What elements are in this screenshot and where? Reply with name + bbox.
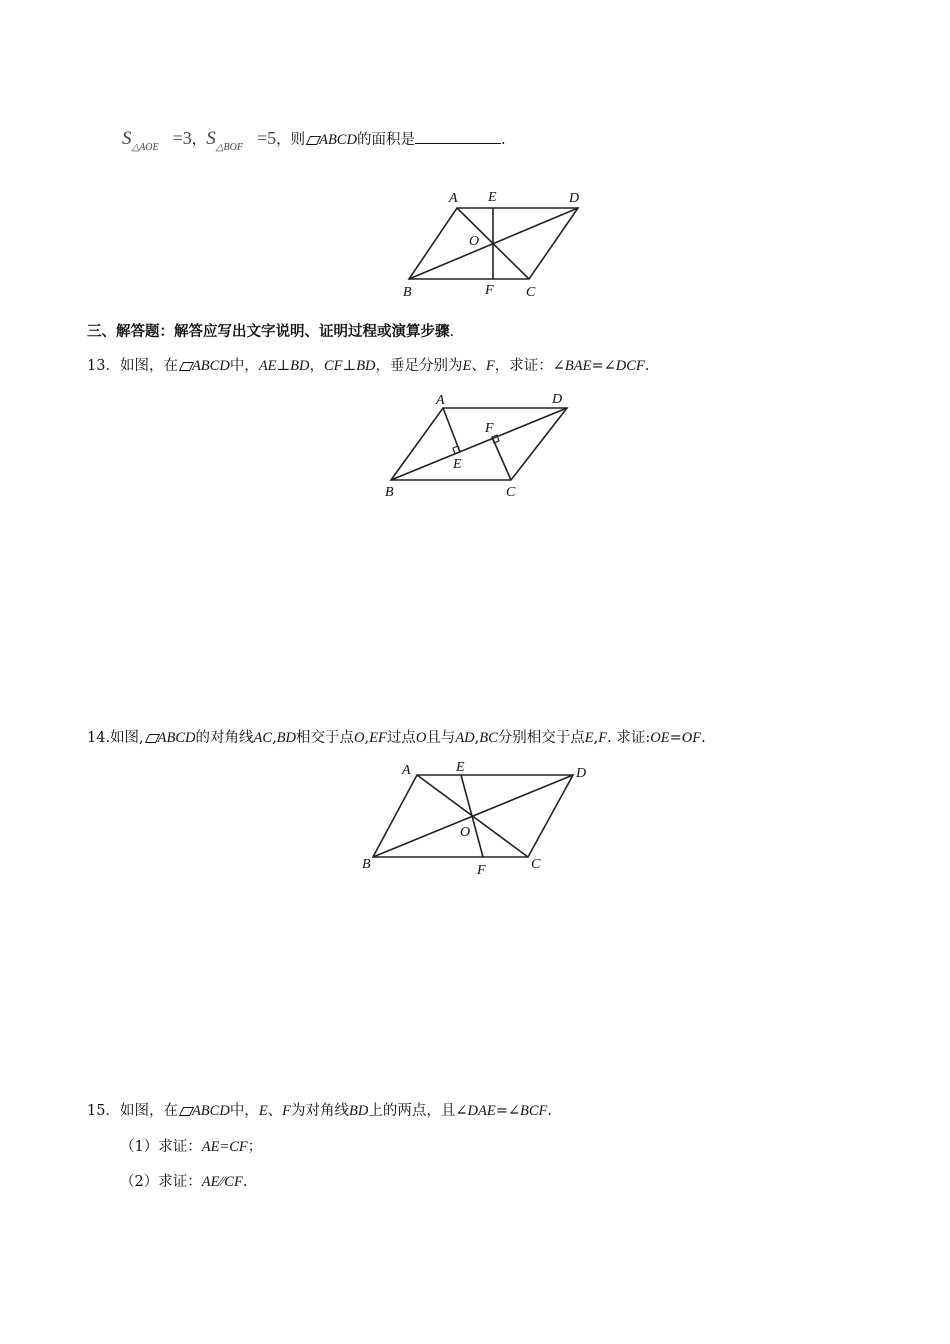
q14-number: 14. xyxy=(87,730,111,746)
q13-point-f: F xyxy=(485,358,495,374)
label-c: C xyxy=(531,857,541,872)
q14-figure xyxy=(355,755,595,880)
q15-text: 上的两点，且∠ xyxy=(368,1103,468,1119)
q12-text-post: 的面积是 xyxy=(356,132,415,148)
label-c: C xyxy=(526,285,536,300)
q13-seg-ae: AE xyxy=(258,358,277,374)
q14-seg-bd: BD xyxy=(276,730,297,746)
q12-end: . xyxy=(500,132,506,148)
q15-text: 为对角线 xyxy=(291,1103,350,1119)
q14-text: = xyxy=(669,730,682,746)
area-value-aoe: =3 xyxy=(172,128,192,148)
area-subscript-aoe: △AOE xyxy=(131,142,159,153)
q14-point-o: O xyxy=(415,730,427,746)
q13-text: 、 xyxy=(471,358,486,374)
q13-stem xyxy=(87,356,649,376)
right-angle-mark-e xyxy=(453,446,460,454)
q15-figure-name: ABCD xyxy=(191,1103,230,1119)
parallelogram-icon xyxy=(180,1107,191,1115)
q13-text: ，求证：∠ xyxy=(494,358,565,374)
q14-seg-bc: BC xyxy=(479,730,498,746)
q15-point-f: F xyxy=(282,1103,292,1119)
label-a: A xyxy=(402,763,411,778)
q13-number: 13． xyxy=(87,358,120,374)
label-b: B xyxy=(385,485,394,500)
parallelogram-icon xyxy=(307,136,318,144)
parallelogram-icon xyxy=(146,734,157,742)
separator: ， xyxy=(191,132,207,148)
label-e: E xyxy=(453,457,462,472)
q15-text: =∠ xyxy=(495,1103,521,1119)
section-3-title xyxy=(87,322,454,342)
q14-stem xyxy=(87,728,706,748)
section-3-text: 三、解答题：解答应写出文字说明、证明过程或演算步骤 xyxy=(87,323,450,340)
label-f: F xyxy=(485,421,494,436)
q15-seg-bd: BD xyxy=(349,1103,369,1119)
q15-angle-bcf: BCF xyxy=(520,1103,548,1119)
area-value-bof: =5 xyxy=(256,128,277,148)
label-a: A xyxy=(436,393,445,408)
label-e: E xyxy=(488,190,497,205)
q14-text: 相交于点 xyxy=(296,730,355,746)
q13-seg-bd: BD xyxy=(290,358,310,374)
q15-text: 如图，在 xyxy=(119,1103,178,1119)
q13-point-e: E xyxy=(462,358,472,374)
q14-text: , xyxy=(364,730,370,746)
q15-part-2-end: . xyxy=(242,1174,248,1190)
answer-blank xyxy=(415,129,501,144)
area-symbol-s: S xyxy=(122,128,132,149)
q14-text: 过点 xyxy=(386,730,416,746)
q15-part-2 xyxy=(120,1172,247,1192)
label-b: B xyxy=(362,857,371,872)
q15-part-2-label: （2）求证： xyxy=(120,1174,202,1190)
q13-seg-bd: BD xyxy=(356,358,376,374)
label-e: E xyxy=(456,760,465,775)
q12-text-pre: ，则 xyxy=(276,132,306,148)
q14-seg-oe: OE xyxy=(650,730,670,746)
q13-angle-dcf: DCF xyxy=(615,358,645,374)
q13-angle-bae: BAE xyxy=(564,358,592,374)
segment-cf xyxy=(492,437,511,480)
q12-area-line xyxy=(122,128,506,152)
area-symbol-s: S xyxy=(206,128,216,149)
q13-end: . xyxy=(644,358,650,374)
q14-seg-ac: AC xyxy=(253,730,273,746)
right-angle-mark-f xyxy=(492,435,499,443)
q13-text: =∠ xyxy=(591,358,616,374)
q14-text: , xyxy=(272,730,277,746)
q14-end: . xyxy=(701,730,706,746)
q13-seg-cf: CF xyxy=(324,358,343,374)
label-d: D xyxy=(569,191,580,206)
label-b: B xyxy=(403,285,412,300)
q14-point-f: F xyxy=(598,730,608,746)
q13-text: ，垂足分别为 xyxy=(375,358,463,374)
segment-ef xyxy=(461,775,483,857)
q13-text: 中， xyxy=(229,358,259,374)
q14-text: , xyxy=(474,730,480,746)
q15-number: 15． xyxy=(87,1103,120,1119)
q15-part-1 xyxy=(120,1137,262,1157)
diagonal-bd xyxy=(373,775,573,857)
label-d: D xyxy=(552,392,563,407)
label-d: D xyxy=(576,766,587,781)
q15-text: 中， xyxy=(229,1103,259,1119)
section-3-end: . xyxy=(449,324,455,340)
q15-text: 、 xyxy=(267,1103,283,1119)
perp-symbol: ⊥ xyxy=(276,358,291,374)
q15-stem xyxy=(87,1101,552,1121)
label-c: C xyxy=(506,485,516,500)
q13-figure xyxy=(380,386,580,502)
label-f: F xyxy=(485,283,494,298)
q12-figure xyxy=(395,184,595,302)
q12-figure-name: ABCD xyxy=(319,132,357,148)
q14-text: 分别相交于点 xyxy=(497,730,585,746)
q14-text: , xyxy=(593,730,599,746)
q14-figure-name: ABCD xyxy=(157,730,196,746)
parallelogram-icon xyxy=(180,362,191,370)
q14-text: 且与 xyxy=(426,730,456,746)
area-subscript-bof: △BOF xyxy=(215,142,243,153)
q15-part-1-expr: AE=CF xyxy=(201,1139,248,1155)
q13-text: 如图，在 xyxy=(119,358,178,374)
perp-symbol: ⊥ xyxy=(342,358,357,374)
q15-part-2-expr: AE∕∕CF xyxy=(201,1174,243,1190)
q14-seg-of: OF xyxy=(681,730,702,746)
q15-end: . xyxy=(547,1103,553,1119)
q14-text: 的对角线 xyxy=(195,730,254,746)
q14-text: . 求证: xyxy=(607,730,651,746)
q14-seg-ad: AD xyxy=(455,730,475,746)
q13-figure-name: ABCD xyxy=(191,358,230,374)
q15-part-1-label: （1）求证： xyxy=(120,1139,202,1155)
label-a: A xyxy=(449,191,458,206)
q13-text: ， xyxy=(309,358,325,374)
q14-point-e: E xyxy=(584,730,594,746)
q15-part-1-end: ； xyxy=(247,1139,263,1155)
label-o: O xyxy=(469,234,480,249)
label-f: F xyxy=(477,863,486,878)
label-o: O xyxy=(460,825,471,840)
q15-angle-dae: DAE xyxy=(467,1103,496,1119)
q14-seg-ef: EF xyxy=(369,730,387,746)
segment-ae xyxy=(443,408,460,452)
q15-point-e: E xyxy=(258,1103,268,1119)
q14-text: 如图, xyxy=(110,730,144,746)
q14-point-o: O xyxy=(354,730,365,746)
